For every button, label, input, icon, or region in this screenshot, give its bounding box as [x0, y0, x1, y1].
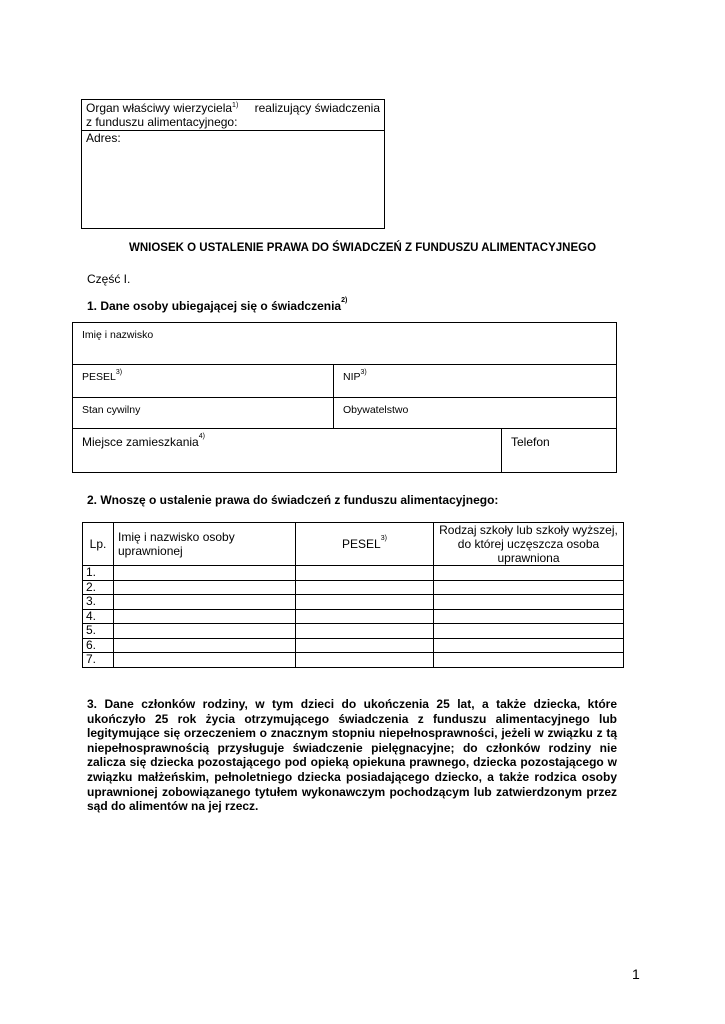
school-cell[interactable]	[434, 653, 624, 668]
pesel-label: PESEL	[82, 371, 116, 383]
organ-header	[82, 100, 384, 131]
section1-heading	[87, 299, 347, 313]
col-pesel	[296, 523, 434, 566]
col-name: Imię i nazwisko osoby uprawnionej	[114, 523, 296, 566]
row-number: 7.	[83, 653, 114, 668]
school-cell[interactable]	[434, 566, 624, 581]
pesel-cell[interactable]	[296, 580, 434, 595]
name-cell[interactable]	[114, 595, 296, 610]
school-cell[interactable]	[434, 624, 624, 639]
organ-address-field[interactable]	[86, 131, 121, 145]
table-row	[83, 595, 624, 610]
row-name	[73, 323, 616, 365]
residence-label: Miejsce zamieszkania	[82, 435, 199, 449]
section1-heading-text: 1. Dane osoby ubiegającej się o świadczenia	[87, 299, 342, 313]
residence-field[interactable]	[73, 429, 502, 472]
table-row	[83, 580, 624, 595]
phone-field[interactable]	[502, 429, 616, 472]
col-lp: Lp.	[83, 523, 114, 566]
name-cell[interactable]	[114, 609, 296, 624]
row-civil-citizenship	[73, 398, 616, 429]
pesel-cell[interactable]	[296, 595, 434, 610]
organ-label-cont: realizujący świadczenia	[254, 101, 380, 115]
nip-label: NIP	[343, 371, 361, 383]
table-row	[83, 653, 624, 668]
table-row	[83, 624, 624, 639]
page-number: 1	[632, 966, 640, 982]
pesel-cell[interactable]	[296, 566, 434, 581]
row-number: 5.	[83, 624, 114, 639]
name-cell[interactable]	[114, 566, 296, 581]
civil-status-label: Stan cywilny	[82, 404, 141, 416]
organ-box	[81, 99, 385, 229]
pesel-cell[interactable]	[296, 609, 434, 624]
row-number: 4.	[83, 609, 114, 624]
col-school: Rodzaj szkoły lub szkoły wyższej, do której uczęszcza osoba uprawniona	[434, 523, 624, 566]
section3-text: 3. Dane członków rodziny, w tym dzieci do ukończenia 25 lat, a także dziecka, które ukończyło 25 rok życia otrzymującego świadczenia z funduszu alimentacyjnego lub legitymujące się orzeczeniem o znacznym stopniu niepełnosprawności, jeżeli w związku z tą niepełnosprawnością przysługuje świadczenie pielęgnacyjne; do członków rodziny nie zalicza się dziecka pozostającego pod opieką opiekuna prawnego, dziecka pozostającego w związku małżeńskim, pełnoletniego dziecka posiadającego dziecko, a także rodzica osoby uprawnionej zobowiązanego tytułem wykonawczym pochodzącym lub zatwierdzonym przez sąd do alimentów na jej rzecz.	[87, 697, 617, 814]
col-pesel-label: PESEL	[342, 537, 381, 551]
footnote-ref: 2)	[341, 297, 348, 304]
pesel-field[interactable]	[73, 365, 334, 397]
part-label: Część I.	[87, 272, 131, 286]
phone-label: Telefon	[511, 435, 550, 449]
name-cell[interactable]	[114, 624, 296, 639]
name-field[interactable]	[73, 323, 616, 364]
table-row	[83, 566, 624, 581]
footnote-ref: 1)	[232, 102, 239, 109]
section2-heading: 2. Wnoszę o ustalenie prawa do świadczeń z funduszu alimentacyjnego:	[87, 493, 499, 507]
eligible-persons-table	[82, 522, 624, 668]
footnote-ref: 4)	[198, 433, 205, 440]
table-row	[83, 609, 624, 624]
organ-label: Organ właściwy wierzyciela	[86, 101, 233, 115]
name-cell[interactable]	[114, 653, 296, 668]
nip-field[interactable]	[334, 365, 616, 397]
name-cell[interactable]	[114, 638, 296, 653]
footnote-ref: 3)	[360, 369, 367, 376]
address-label: Adres:	[86, 131, 121, 145]
name-label: Imię i nazwisko	[82, 329, 154, 341]
civil-status-field[interactable]	[73, 398, 334, 428]
page-title: WNIOSEK O USTALENIE PRAWA DO ŚWIADCZEŃ Z FUNDUSZU ALIMENTACYJNEGO	[128, 242, 597, 254]
pesel-cell[interactable]	[296, 653, 434, 668]
row-number: 3.	[83, 595, 114, 610]
applicant-table	[72, 322, 617, 473]
row-number: 6.	[83, 638, 114, 653]
pesel-cell[interactable]	[296, 624, 434, 639]
row-pesel-nip	[73, 365, 616, 398]
school-cell[interactable]	[434, 580, 624, 595]
name-cell[interactable]	[114, 580, 296, 595]
pesel-cell[interactable]	[296, 638, 434, 653]
school-cell[interactable]	[434, 638, 624, 653]
table-row	[83, 638, 624, 653]
footnote-ref: 3)	[115, 369, 123, 376]
row-number: 2.	[83, 580, 114, 595]
citizenship-label: Obywatelstwo	[343, 404, 409, 416]
footnote-ref: 3)	[380, 535, 387, 542]
table-header-row	[83, 523, 624, 566]
school-cell[interactable]	[434, 595, 624, 610]
organ-label-line2: z funduszu alimentacyjnego:	[86, 115, 238, 129]
school-cell[interactable]	[434, 609, 624, 624]
row-residence-phone	[73, 429, 616, 472]
citizenship-field[interactable]	[334, 398, 616, 428]
row-number: 1.	[83, 566, 114, 581]
